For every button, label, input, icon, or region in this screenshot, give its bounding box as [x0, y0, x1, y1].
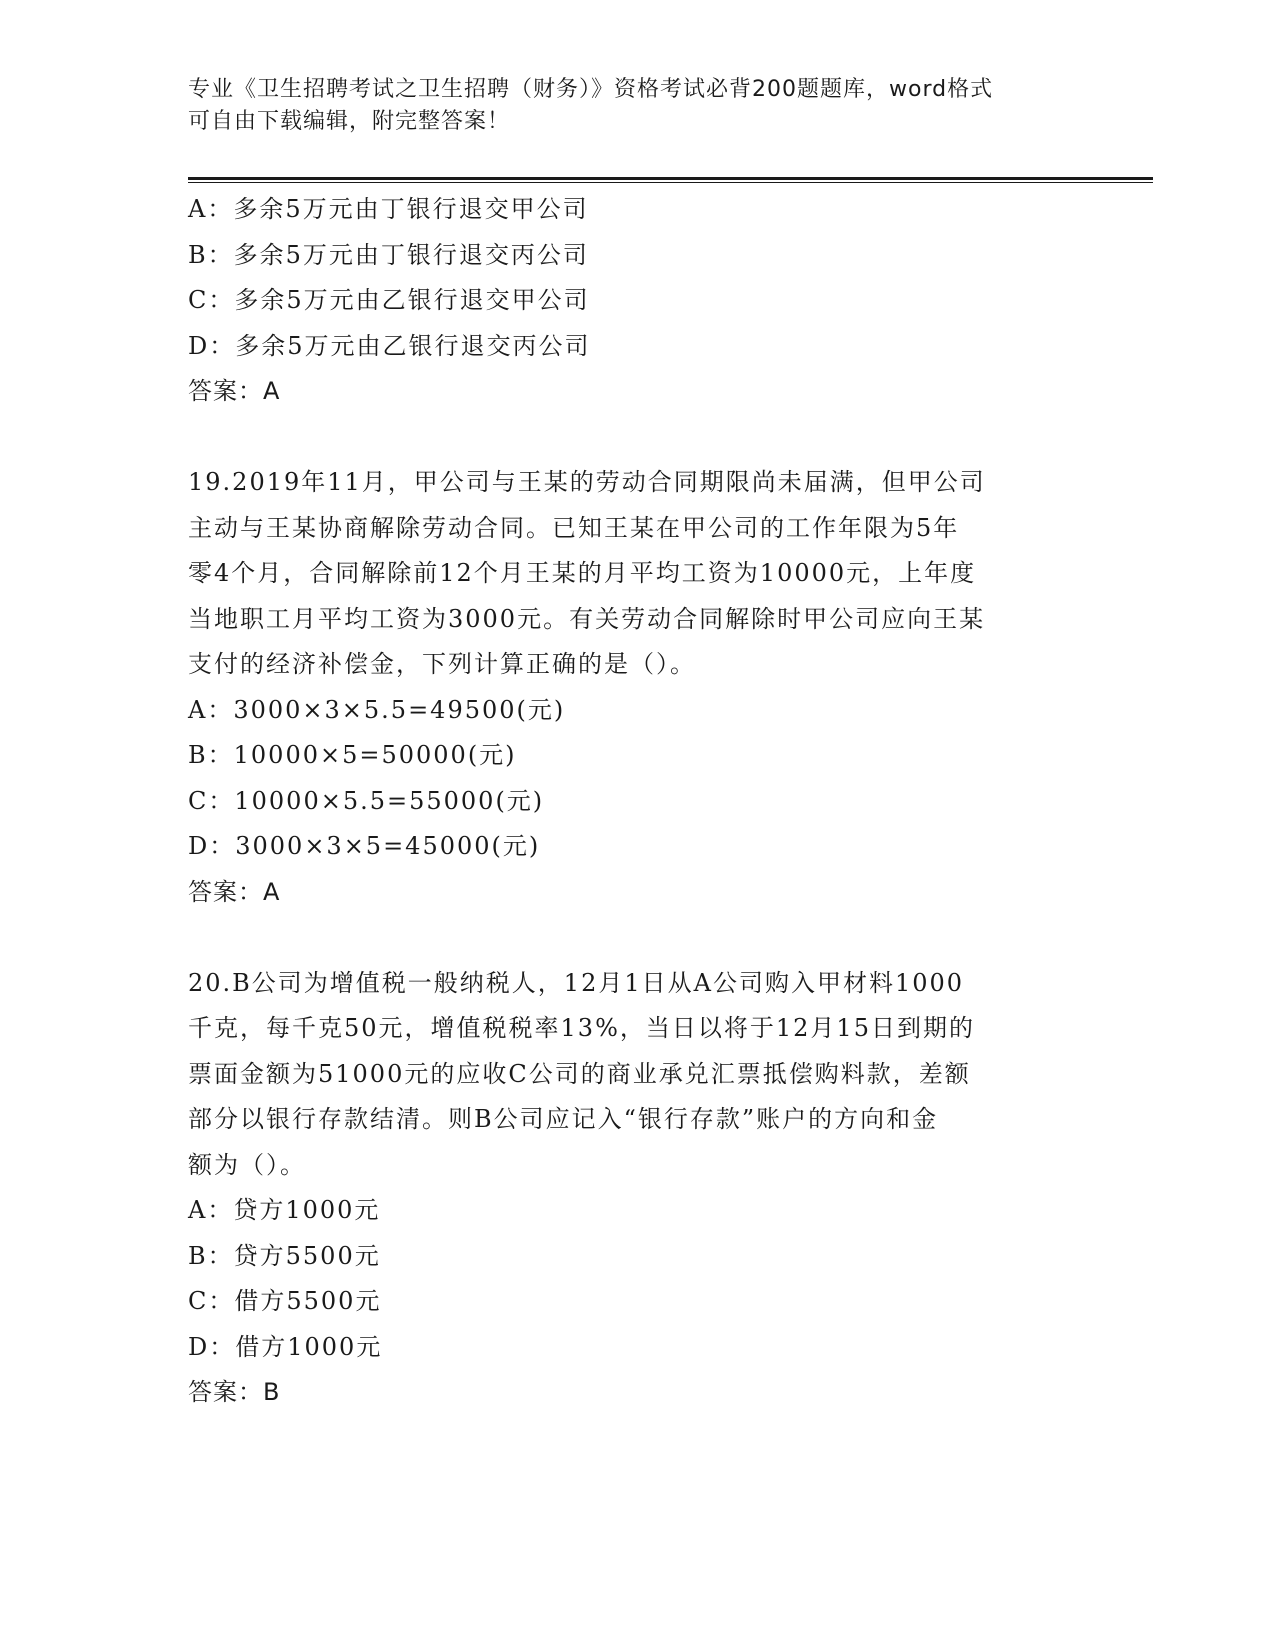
option-c: C：借方5500元 [188, 1287, 382, 1315]
question-text-line: 部分以银行存款结清。则B公司应记入“银行存款”账户的方向和金 [188, 1105, 939, 1133]
question-text-line: 支付的经济补偿金，下列计算正确的是（）。 [188, 650, 696, 678]
header-title-line-1: 专业《卫生招聘考试之卫生招聘（财务）》资格考试必背200题题库，word格式 [188, 77, 994, 102]
question-text-line: 主动与王某协商解除劳动合同。已知王某在甲公司的工作年限为5年 [188, 513, 960, 542]
question-text-line: 千克，每千克50元，增值税税率13%，当日以将于12月15日到期的 [188, 1014, 975, 1042]
option-a: A：贷方1000元 [188, 1196, 381, 1224]
question-text-line: 20.B公司为增值税一般纳税人，12月1日从A公司购入甲材料1000 [188, 968, 965, 997]
question-19 [188, 460, 1078, 915]
answer-line: 答案：A [188, 877, 281, 906]
option-b: B：多余5万元由丁银行退交丙公司 [188, 240, 589, 269]
option-d: D：多余5万元由乙银行退交丙公司 [188, 331, 591, 360]
answer-line: 答案：B [188, 1378, 281, 1406]
header-divider [188, 177, 1153, 180]
option-c: C：多余5万元由乙银行退交甲公司 [188, 286, 590, 314]
option-c: C：10000×5.5=55000(元) [188, 786, 545, 815]
option-b: B：贷方5500元 [188, 1241, 381, 1270]
answer-line: 答案：A [188, 377, 281, 405]
question-text-line: 19.2019年11月，甲公司与王某的劳动合同期限尚未届满，但甲公司 [188, 468, 986, 496]
spacer [188, 915, 1078, 961]
question-18-continued [188, 187, 1078, 415]
document-body [188, 187, 1078, 1416]
question-text-line: 当地职工月平均工资为3000元。有关劳动合同解除时甲公司应向王某 [188, 604, 986, 633]
header-divider-thin [188, 182, 1153, 183]
question-text-line: 额为（）。 [188, 1150, 306, 1179]
option-d: D：3000×3×5=45000(元) [188, 832, 541, 860]
question-20 [188, 961, 1078, 1416]
option-d: D：借方1000元 [188, 1332, 383, 1361]
option-a: A：多余5万元由丁银行退交甲公司 [188, 195, 589, 223]
spacer [188, 415, 1078, 461]
header-title-line-2: 可自由下载编辑，附完整答案！ [188, 109, 511, 134]
option-a: A：3000×3×5.5=49500(元) [188, 695, 566, 724]
option-b: B：10000×5=50000(元) [188, 741, 517, 769]
question-text-line: 票面金额为51000元的应收C公司的商业承兑汇票抵偿购料款，差额 [188, 1059, 971, 1088]
document-header [188, 74, 1068, 138]
question-text-line: 零4个月，合同解除前12个月王某的月平均工资为10000元，上年度 [188, 559, 977, 587]
